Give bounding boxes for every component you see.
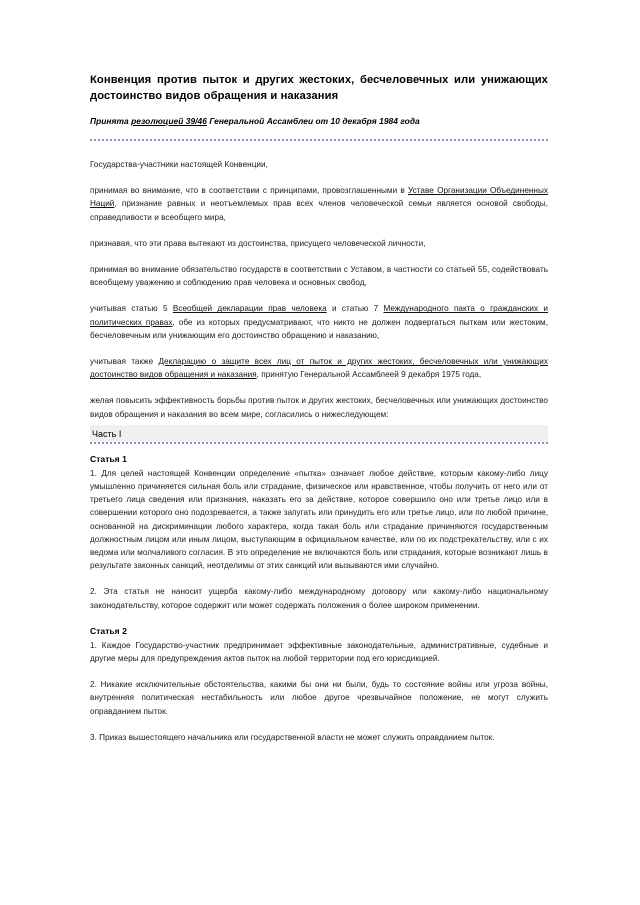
article-2-clause-2: 2. Никакие исключительные обстоятельства, какими бы они ни были, будь то состояние войны или угроза войны, внутренняя политическая нестабильность или любое другое чрезвычайное положение, не могут служить оправданием пыток. [90,680,548,716]
text-segment-3: , обе из которых предусматривают, что никто не должен подвергаться пыткам или жестоким, бесчеловечным или унижающим его достоинство обращению и наказанию, [90,317,548,340]
article-2 [90,625,548,744]
article-2-clause-1: 1. Каждое Государство-участник предпринимает эффективные законодательные, административные, судебные и другие меры для предупреждения актов пыток на любой территории под его юрисдикцией. [90,640,548,664]
part-divider [90,442,548,444]
un-charter-link[interactable]: Уставе Организации Объединенных Наций [90,186,548,209]
text-after-link: , признание равных и неотъемлемых прав всех членов человеческой семьи является основой свободы, справедливости и всеобщего мира, [90,199,548,222]
text-segment-2: и статью 7 [326,304,384,314]
header-divider [90,139,548,141]
preamble-section [90,158,548,421]
part-heading-band [90,425,548,442]
document-content [90,72,548,744]
text-before-link: принимая во внимание, что в соответствии с принципами, провозглашенными в [90,186,408,196]
article-1-heading: Статья 1 [90,453,127,464]
preamble-paragraph-declarations [90,302,548,342]
article-2-heading: Статья 2 [90,625,127,636]
text-segment-1: учитывая статью 5 [90,304,173,314]
resolution-link[interactable]: резолюцией 39/46 [131,116,207,126]
article-2-clause-3: 3. Приказ вышестоящего начальника или государственной власти не может служить оправданием пыток. [90,732,495,742]
preamble-paragraph-dignity: признавая, что эти права вытекают из достоинства, присущего человеческой личности, [90,238,426,248]
part-label: Часть I [92,428,122,439]
article-1 [90,453,548,612]
iccpr-link[interactable]: Международного пакта о гражданских и политических правах [90,304,548,327]
text-after-link: , принятую Генеральной Ассамблеей 9 декабря 1975 года, [256,370,482,380]
preamble-opening: Государства-участники настоящей Конвенции, [90,160,268,169]
preamble-paragraph-obligation: принимая во внимание обязательство государств в соответствии с Уставом, в частности со статьей 55, содействовать всеобщему уважению и соблюдению прав человека и основных свобод, [90,265,548,288]
subtitle-prefix: Принята [90,116,132,126]
page-title: Конвенция против пыток и других жестоких, бесчеловечных или унижающих достоинство видов обращения и наказания [90,74,548,102]
article-1-clause-1: 1. Для целей настоящей Конвенции определение «пытка» означает любое действие, которым какому-либо лицу умышленно причиняется сильная боль или страдание, физическое или нравственное, чтобы получить от него или от третьего лица сведения или признания, наказать его за действие, которое совершило оно или третье лицо или в совершении которого оно подозревается, а также запугать или принудить его или третье лицо, или по любой причине, основанной на дискриминации любого характера, когда такая боль или страдание причиняются государственным должностным лицом или иным лицом, выступающим в официальном качестве, или по их подстрекательству, или с их ведома или молчаливого согласия. В это определение не включаются боль или страдания, которые возникают лишь в результате законных санкций, неотделимы от этих санкций или вызываются ими случайно. [90,468,548,571]
text-before-link: учитывая также [90,357,159,367]
subtitle-suffix: Генеральной Ассамблеи от 10 декабря 1984 года [206,116,420,126]
preamble-closing: желая повысить эффективность борьбы против пыток и других жестоких, бесчеловечных или унижающих достоинство видов обращения и наказания во всем мире, согласились о нижеследующем: [90,396,548,419]
torture-declaration-link[interactable]: Декларацию о защите всех лиц от пыток и других жестоких, бесчеловечных или унижающих достоинство видов обращения и наказания [90,357,548,380]
document-subtitle [90,114,548,128]
preamble-paragraph-declaration-1975 [90,355,548,381]
udhr-link[interactable]: Всеобщей декларации прав человека [172,304,327,314]
article-1-clause-2: 2. Эта статья не наносит ущерба какому-либо международному договору или какому-либо национальному законодательству, которое содержит или может содержать положения о более широком применении. [90,587,548,610]
preamble-paragraph-charter [90,184,548,224]
